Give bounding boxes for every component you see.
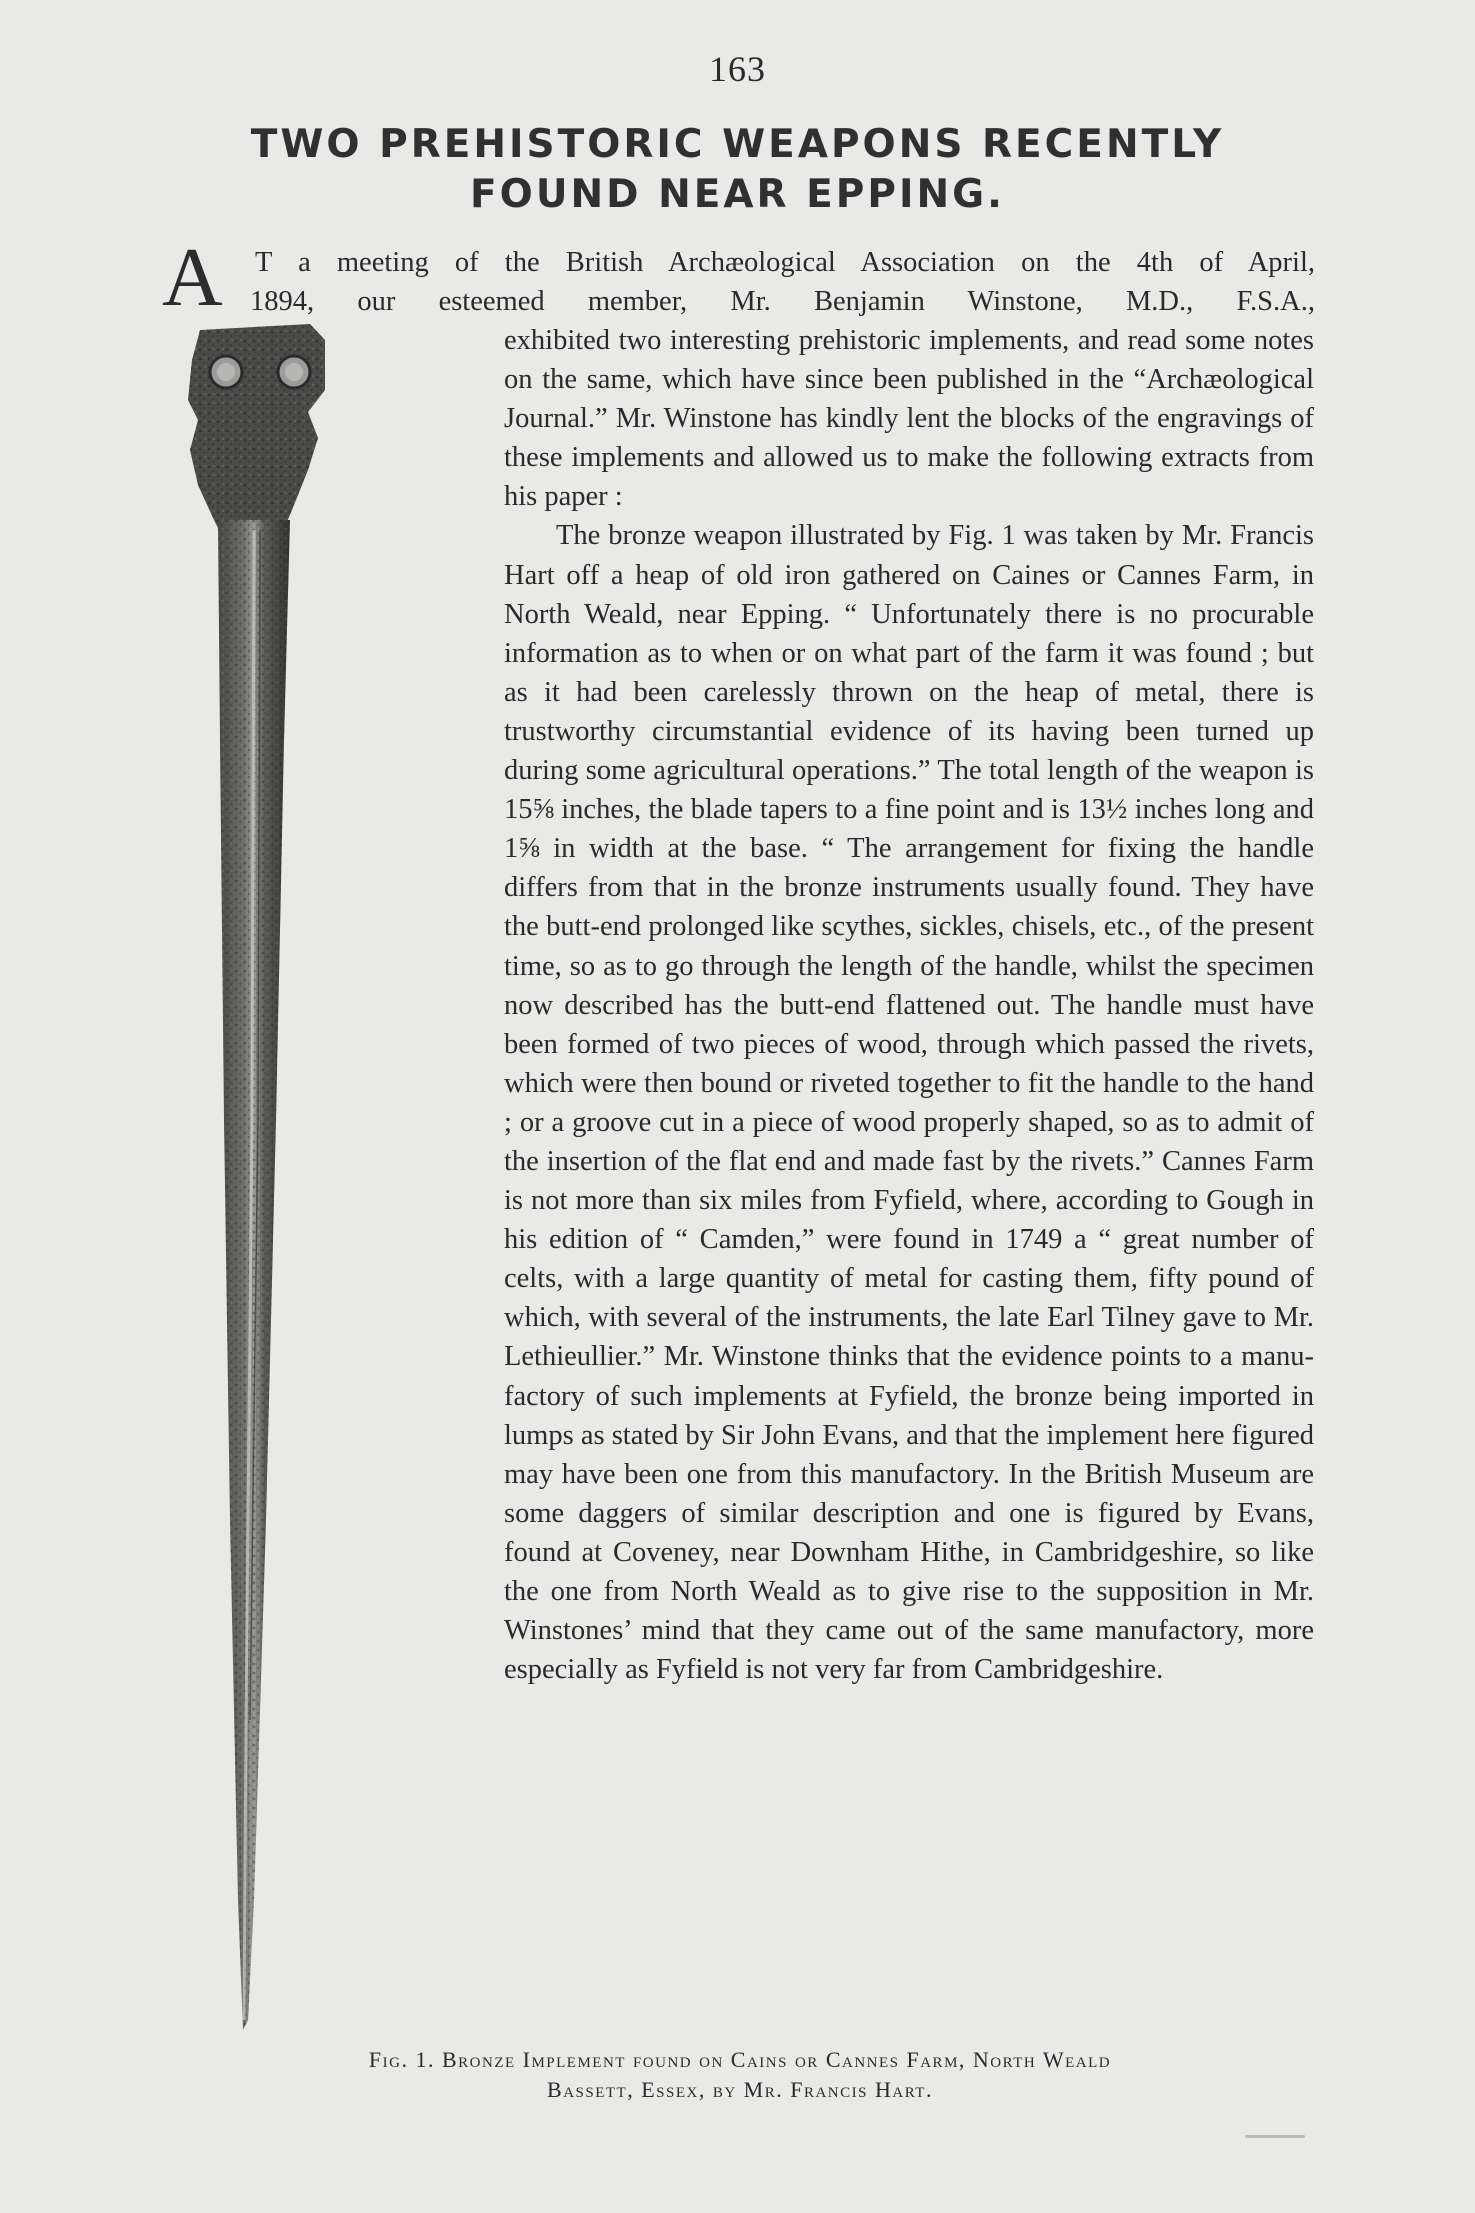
bronze-weapon-illustration <box>180 320 460 2040</box>
paragraph-1: exhibited two interesting prehistoric implements, and read some notes on the same, which have since been published in the “Archæological Journal.” Mr. Winstone has kindly lent the blocks of the engravings of these implements and allowed us to make the following extracts from his paper : <box>504 325 1314 513</box>
figure-caption <box>180 2045 1300 2105</box>
paragraph-2: The bronze weapon illustrated by Fig. 1 was taken by Mr. Francis Hart off a heap of old iron gathered on Caines or Cannes Farm, in North Weald, near Epping. “ Unfortunately there is no procurable information as to when or on what part of the farm it was found ; but as it had been carelessly thrown on the heap of metal, there is trustworthy circumstantial evidence of its having been turned up during some agricultural operations.” The total length of the weapon is 15⅝ inches, the blade tapers to a fine point and is 13½ inches long and 1⅝ in width at the base. “ The arrangement for fixing the handle differs from that in the bronze instruments usually found. They have the butt-end prolonged like scythes, sickles, chisels, etc., of the present time, so as to go through the length of the handle, whilst the specimen now described has the butt-end flattened out. The handle must have been formed of two pieces of wood, through which passed the rivets, which were then bound or riveted together to fit the handle to the hand ; or a groove cut in a piece of wood properly shaped, so as to admit of the insertion of the flat end and made fast by the rivets.” Cannes Farm is not more than six miles from Fyfield, where, according to Gough in his edition of “ Camden,” were found in 1749 a “ great number of celts, with a large quantity of metal for casting them, fifty pound of which, with several of the instruments, the late Earl Tilney gave to Mr. Lethieullier.” Mr. Winstone thinks that the evidence points to a manufactory of such implements at Fyfield, the bronze being imported in lumps as stated by Sir John Evans, and that the implement here figured may have been one from this manufactory. In the British Museum are some daggers of similar description and one is figured by Evans, found at Coveney, near Downham Hithe, in Cambridgeshire, so like the one from North Weald as to give rise to the supposition in Mr. Winstones’ mind that they came out of the same manufactory, more especially as Fyfield is not very far from Cambridgeshire. <box>504 520 1314 1686</box>
title-line-1: TWO PREHISTORIC WEAPONS RECENTLY <box>250 122 1225 167</box>
page-number: 163 <box>709 49 766 89</box>
caption-line-2: Bassett, Essex, by Mr. Francis Hart. <box>547 2077 933 2102</box>
intro-line-1: T a meeting of the British Archæological Association on the 4th of April, <box>255 247 1315 278</box>
intro-line-2: 1894, our esteemed member, Mr. Benjamin Winstone, M.D., F.S.A., <box>250 286 1315 317</box>
paper-smudge <box>1245 2135 1305 2138</box>
drop-cap: A <box>162 231 223 324</box>
article-title <box>150 120 1325 220</box>
caption-line-1: Fig. 1. Bronze Implement found on Cains or Cannes Farm, North Weald <box>368 2047 1112 2072</box>
title-line-2: FOUND NEAR EPPING. <box>470 172 1005 217</box>
article-body <box>504 321 1314 1689</box>
